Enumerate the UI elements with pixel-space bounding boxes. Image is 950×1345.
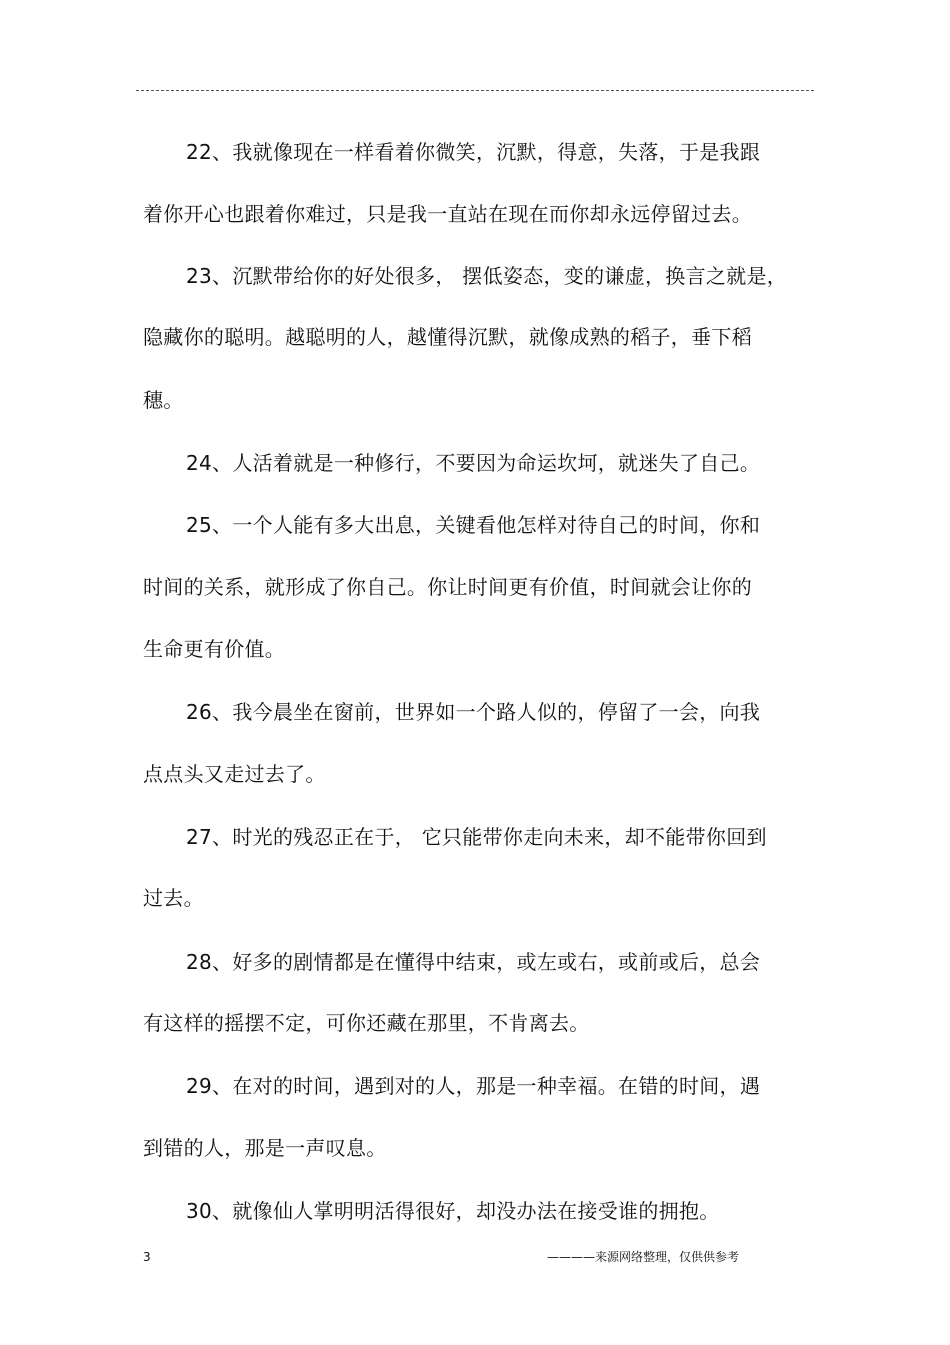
paragraph-30-line-1: 30、就像仙人掌明明活得很好，却没办法在接受谁的拥抱。: [186, 1199, 720, 1223]
paragraph-22-line-2: 着你开心也跟着你难过，只是我一直站在现在而你却永远停留过去。: [143, 202, 752, 226]
paragraph-23-line-3: 穗。: [143, 388, 184, 412]
paragraph-28-line-2: 有这样的摇摆不定，可你还藏在那里，不肯离去。: [143, 1011, 590, 1035]
paragraph-23-line-1: 23、沉默带给你的好处很多， 摆低姿态，变的谦虚，换言之就是，: [186, 264, 788, 288]
paragraph-22-line-1: 22、我就像现在一样看着你微笑，沉默，得意，失落，于是我跟: [186, 140, 761, 164]
paragraph-27-line-2: 过去。: [143, 886, 204, 910]
source-note: ————来源网络整理，仅供供参考: [547, 1250, 740, 1264]
page-number: 3: [143, 1250, 151, 1264]
paragraph-27-line-1: 27、时光的残忍正在于， 它只能带你走向未来，却不能带你回到: [186, 825, 767, 849]
header-divider: [136, 90, 814, 91]
paragraph-25-line-3: 生命更有价值。: [143, 637, 286, 661]
paragraph-25-line-1: 25、一个人能有多大出息，关键看他怎样对待自己的时间，你和: [186, 513, 761, 537]
paragraph-28-line-1: 28、好多的剧情都是在懂得中结束，或左或右，或前或后，总会: [186, 950, 761, 974]
paragraph-26-line-2: 点点头又走过去了。: [143, 762, 326, 786]
paragraph-26-line-1: 26、我今晨坐在窗前，世界如一个路人似的，停留了一会，向我: [186, 700, 761, 724]
paragraph-23-line-2: 隐藏你的聪明。越聪明的人，越懂得沉默，就像成熟的稻子，垂下稻: [143, 325, 752, 349]
paragraph-25-line-2: 时间的关系，就形成了你自己。你让时间更有价值，时间就会让你的: [143, 575, 752, 599]
paragraph-29-line-1: 29、在对的时间，遇到对的人，那是一种幸福。在错的时间，遇: [186, 1074, 761, 1098]
paragraph-24-line-1: 24、人活着就是一种修行，不要因为命运坎坷，就迷失了自己。: [186, 451, 761, 475]
paragraph-29-line-2: 到错的人，那是一声叹息。: [143, 1136, 387, 1160]
